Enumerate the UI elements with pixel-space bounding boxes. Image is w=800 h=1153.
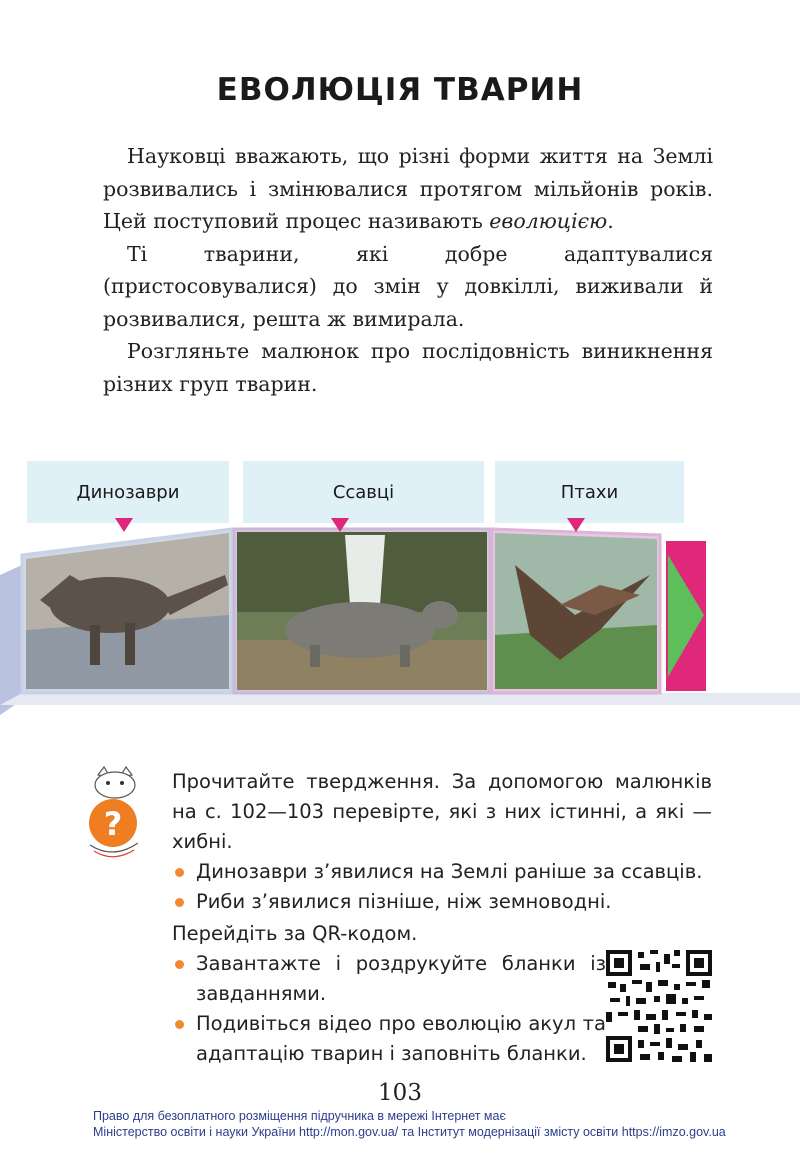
page-title: ЕВОЛЮЦІЯ ТВАРИН [216, 72, 584, 108]
footer-line-2: Міністерство освіти і науки України http://mon.gov.ua/ та Інститут модернізації змісту освіти https://imzo.gov.ua [93, 1125, 726, 1139]
qr-task-item: Завантажте і роздрукуйте бланки із завданнями. [172, 949, 606, 1009]
paragraph-1-end: . [607, 209, 614, 233]
paragraph-1-text: Науковці вважають, що різні форми життя на Землі розвивались і змінювалися протягом мільйонів років. Цей поступовий процес називають [103, 144, 713, 233]
paragraph-2: Ті тварини, які добре адаптувалися (пристосовувалися) до змін у довкіллі, виживали й розвивалися, решта ж вимирала. [103, 241, 713, 331]
task-intro: Прочитайте твердження. За допомогою малюнків на с. 102—103 перевірте, які з них істинні, а які — хибні. [172, 770, 712, 853]
qr-task-item: Подивіться відео про еволюцію акул та адаптацію тварин і заповніть бланки. [172, 1009, 606, 1069]
timeline-band [0, 565, 22, 715]
paragraph-3: Розгляньте малюнок про послідовність виникнення різних груп тварин. [103, 339, 713, 396]
mammal-icon [285, 602, 435, 658]
qr-intro: Перейдіть за QR-кодом. [172, 922, 418, 945]
timeline-band-shadow [0, 693, 800, 705]
footer-line-1: Право для безоплатного розміщення підручника в мережі Інтернет має [93, 1109, 506, 1123]
statement-item: Риби з’явилися пізніше, ніж земноводні. [172, 887, 712, 917]
question-cat-icon [80, 765, 150, 860]
qr-code[interactable] [606, 950, 712, 1062]
svg-text:?: ? [103, 805, 123, 843]
paragraph-1 [103, 140, 713, 238]
statement-item: Динозаври з’явилися на Землі раніше за ссавців. [172, 857, 712, 887]
pointer-dinosaurs [115, 518, 133, 532]
label-dinosaurs: Динозаври [27, 461, 229, 523]
footer [93, 1108, 726, 1140]
intro-text [103, 140, 713, 400]
pointer-birds [567, 518, 585, 532]
pointer-mammals [331, 518, 349, 532]
label-mammals: Ссавці [243, 461, 484, 523]
label-birds: Птахи [495, 461, 684, 523]
page-number: 103 [378, 1080, 422, 1106]
evolution-term: еволюцією [489, 209, 608, 233]
